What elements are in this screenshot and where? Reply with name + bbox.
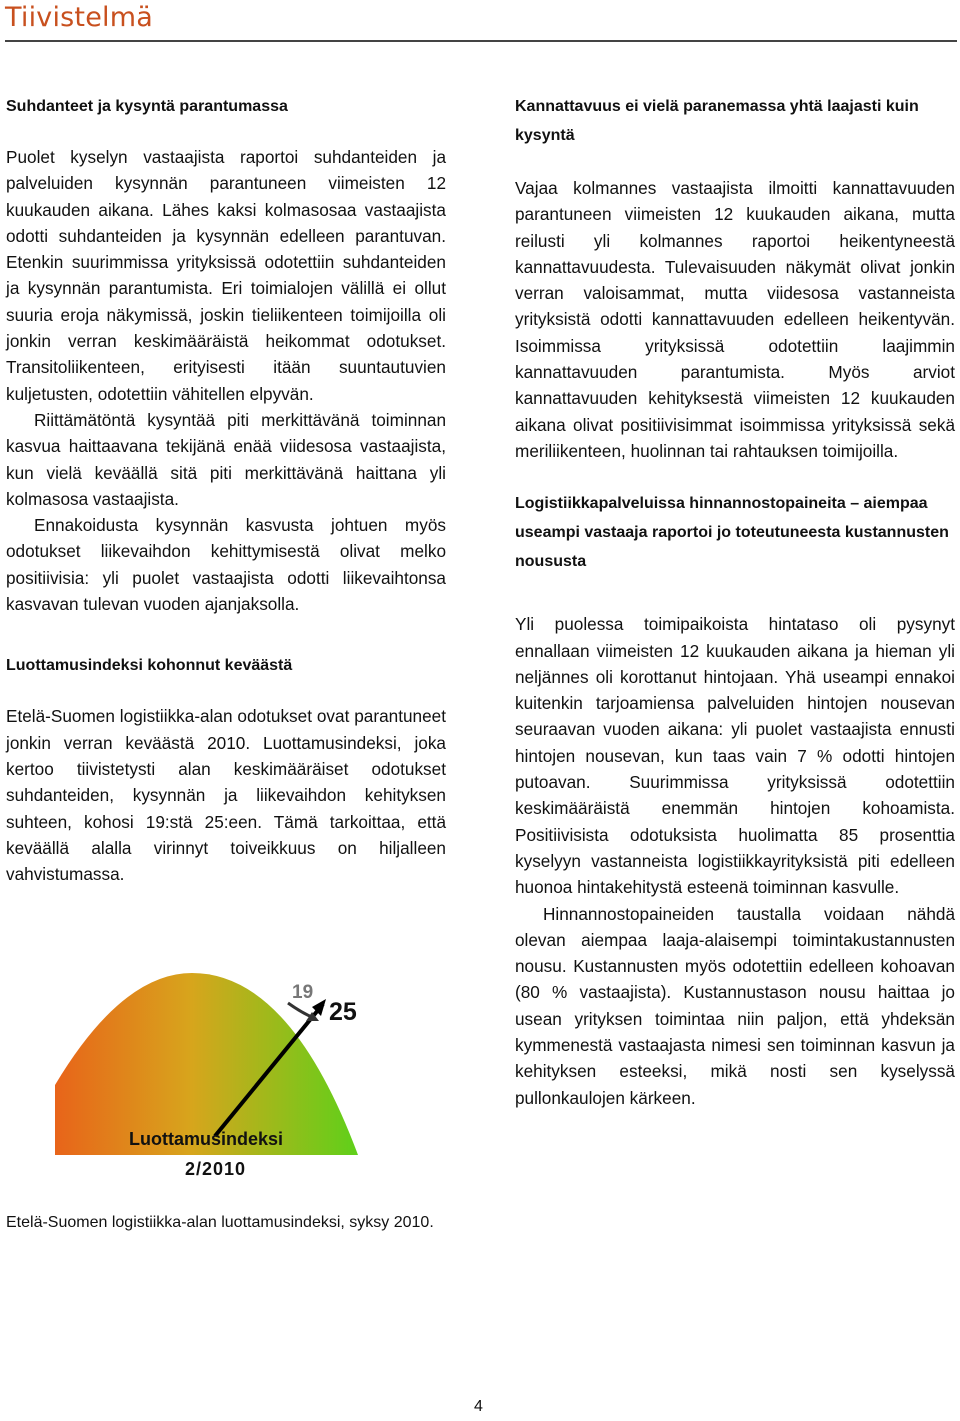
paragraph-insufficient-demand: Riittämätöntä kysyntää piti merkittävänä toiminnan kasvua haittaavana tekijänä enää viidesosa vastaajista, kun vielä keväällä sitä piti merkittävänä haittana yli kolmasosa vastaajista.: [6, 409, 446, 509]
gauge-current-value: 25: [329, 998, 357, 1026]
title-divider: [5, 40, 957, 42]
right-column: [515, 92, 955, 1111]
paragraph-cost-increase: Hinnannostopaineiden taustalla voidaan nähdä olevan aiempaa laaja-alaisempi toimintakustannusten nousu. Kustannusten myös odotettiin edelleen kohoavan (80 % vastaajista). Kustannustason nousu haittaa jo usean yrityksen toimintaa niin paljon, että yhdeksän kymmenestä vastaajasta nimesi sen toiminnan kasvun ja kehityksen esteeksi, mikä nosti sen kyselyssä pullonkaulojen kärkeen.: [515, 903, 955, 1108]
section-heading-confidence-index: Luottamusindeksi kohonnut keväästä: [6, 657, 293, 675]
gauge-previous-value: 19: [292, 982, 314, 1003]
page-number: 4: [474, 1398, 483, 1415]
paragraph-price-level: Yli puolessa toimipaikoista hintataso oli pysynyt ennallaan viimeisten 12 kuukauden aikana ja hieman yli neljännes oli korottanut hintojaan. Yhä useampi ennakoi kuitenkin tarjoamiensa palveluiden hintojen nousevan seuraavan vuoden aikana: yli puolet vastaajista ennusti hintojen nousevan, kun taas vain 7 % odotti hintojen putoavan. Suurimmissa yrityksissä odotettiin keskimääräistä enemmän hintojen kohoamista. Positiivisista odotuksista huolimatta 85 prosenttia kyselyyn vastanneista logistiikkayrityksistä piti edelleen huonoa hintakehitystä esteenä toiminnan kasvulle.: [515, 614, 955, 898]
paragraph-demand-outlook: Puolet kyselyn vastaajista raportoi suhdanteiden ja palveluiden kysynnän parantuneen viimeisten 12 kuukauden aikana. Lähes kaksi kolmasosaa vastaajista odotti suhdanteiden ja kysynnän edelleen parantuvan. Etenkin suurimmissa yrityksissä odotettiin suhdanteiden ja kysynnän parantumista. Eri toimialojen välillä ei ollut suuria eroja näkymissä, joskin tieliikenteen toimijoilla oli jonkin verran keskimääräistä heikommat odotukset. Transitoliikenteen, erityisesti itään suuntautuvien kuljetusten, odotettiin vähitellen elpyvän.: [6, 147, 446, 404]
gauge-period: 2/2010: [185, 1159, 247, 1179]
section-heading-profitability: Kannattavuus ei vielä paranemassa yhtä laajasti kuin kysyntä: [515, 98, 919, 144]
left-column: [6, 92, 446, 887]
section-heading-price-pressure: Logistiikkapalveluissa hinnannostopaineita – aiempaa useampi vastaaja raportoi jo toteutuneesta kustannusten noususta: [515, 495, 949, 571]
page-title: Tiivistelmä: [5, 2, 153, 33]
paragraph-confidence-index: Etelä-Suomen logistiikka-alan odotukset ovat parantuneet jonkin verran keväästä 2010. Luottamusindeksi, joka kertoo tiivistetysti alan keskimääräiset odotukset suhdanteiden, kysynnän ja liikevaihdon kehityksen suhteen, kohosi 19:stä 25:een. Tämä tarkoittaa, että keväällä alalla virinnyt toiveikkuus on hiljalleen vahvistumassa.: [6, 706, 446, 885]
paragraph-turnover-outlook: Ennakoidusta kysynnän kasvusta johtuen myös odotukset liikevaihdon kehittymisestä olivat melko positiivisia: yli puolet vastaajista odotti liikevaihtonsa kasvavan tulevan vuoden ajanjaksolla.: [6, 515, 446, 615]
paragraph-profitability: Vajaa kolmannes vastaajista ilmoitti kannattavuuden parantuneen viimeisten 12 kuukauden aikana, mutta reilusti yli kolmannes raportoi heikentyneestä kannattavuudesta. Tulevaisuuden näkymät olivat jonkin verran valoisammat, mutta viidesosa vastanneista yrityksistä odotti kannattavuuden edelleen heikentyvän. Isoimmissa yrityksissä odotettiin laajimmin kannattavuuden parantumista. Myös arviot kannattavuuden kehityksestä viimeisten 12 kuukauden aikana olivat positiivisimmat isoimmissa yrityksissä sekä meriliikenteen, huolinnan tai rahtauksen toimijoilla.: [515, 178, 955, 461]
gauge-caption: Etelä-Suomen logistiikka-alan luottamusindeksi, syksy 2010.: [6, 1214, 434, 1231]
gauge-label: Luottamusindeksi: [129, 1129, 284, 1149]
confidence-gauge: [40, 970, 380, 1190]
section-heading-demand: Suhdanteet ja kysyntä parantumassa: [6, 98, 288, 115]
